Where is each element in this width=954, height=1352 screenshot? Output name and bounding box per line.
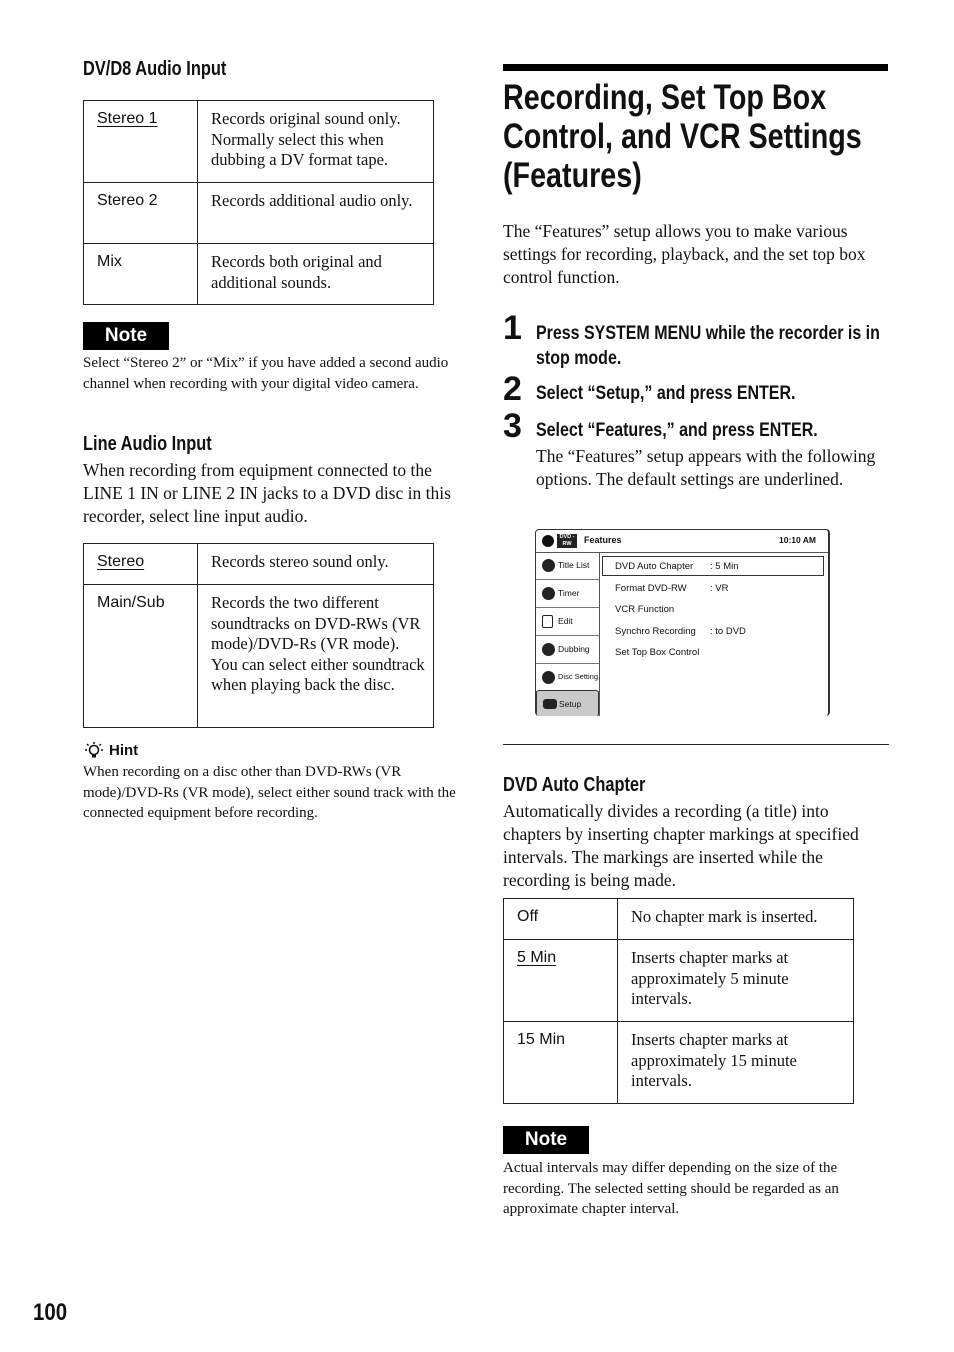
step-number: 1 — [503, 309, 522, 347]
hint-label: Hint — [109, 742, 139, 759]
sidebar-item-setup[interactable]: Setup — [536, 690, 599, 716]
note-text: Actual intervals may differ depending on the size of the recording. The selected setting should be regarded as an approximate chapter interval. — [503, 1160, 839, 1217]
table-row — [84, 244, 434, 305]
step-text: Select “Setup,” and press ENTER. — [536, 382, 796, 404]
line-audio-heading: Line Audio Input — [83, 433, 212, 455]
option-desc: Records stereo sound only. — [198, 544, 434, 585]
screen-title: Features — [584, 535, 622, 545]
menu-row-dvd-auto-chapter[interactable]: DVD Auto Chapter : 5 Min — [615, 561, 739, 572]
dv-audio-heading: DV/D8 Audio Input — [83, 58, 227, 80]
option-desc: Records both original and additional sounds. — [198, 244, 434, 305]
screen-sidebar — [536, 552, 600, 716]
sidebar-item-title-list[interactable]: Title List — [536, 552, 599, 580]
note-text: Select “Stereo 2” or “Mix” if you have added a second audio channel when recording with your digital video camera. — [83, 355, 449, 392]
option-desc: Records original sound only. Normally select this when dubbing a DV format tape. — [198, 101, 434, 183]
scissors-icon — [542, 615, 553, 628]
dvd-auto-chapter-text: Automatically divides a recording (a title) into chapters by inserting chapter markings at specified intervals. The markings are inserted while the recording is being made. — [503, 801, 859, 890]
menu-row-synchro-recording[interactable]: Synchro Recording : to DVD — [615, 626, 746, 637]
section-divider — [503, 744, 889, 745]
page-number: 100 — [33, 1299, 68, 1326]
option-key: Main/Sub — [84, 585, 198, 728]
sidebar-item-dubbing[interactable]: Dubbing — [536, 636, 599, 664]
table-row — [84, 544, 434, 585]
table-row — [504, 899, 854, 940]
option-desc: Records additional audio only. — [198, 183, 434, 244]
toolbox-icon — [543, 699, 557, 709]
step-text: Select “Features,” and press ENTER. — [536, 419, 818, 441]
option-key: Stereo 2 — [84, 183, 198, 244]
menu-row-set-top-box-control[interactable]: Set Top Box Control — [615, 647, 700, 658]
option-desc: Inserts chapter marks at approximately 5 minute intervals. — [618, 940, 854, 1022]
timer-icon — [542, 587, 555, 600]
note-label: Note — [83, 322, 169, 350]
option-key: 15 Min — [504, 1022, 618, 1104]
option-desc: No chapter mark is inserted. — [618, 899, 854, 940]
line-audio-table — [83, 543, 434, 728]
disc-icon — [542, 535, 554, 547]
option-desc: Records the two different soundtracks on DVD-RWs (VR mode)/DVD-Rs (VR mode). You can select either soundtrack when playing back the disc. — [198, 585, 434, 728]
title-list-icon — [542, 559, 555, 572]
step-text: Press SYSTEM MENU while the recorder is in stop mode. — [536, 322, 880, 369]
table-row — [84, 183, 434, 244]
step-number: 2 — [503, 370, 522, 408]
dvd-auto-chapter-heading: DVD Auto Chapter — [503, 774, 646, 796]
features-screen — [535, 529, 830, 716]
table-row — [504, 1022, 854, 1104]
disc-setting-icon — [542, 671, 555, 684]
menu-row-vcr-function[interactable]: VCR Function — [615, 604, 675, 615]
step3-body: The “Features” setup appears with the following options. The default settings are underlined. — [536, 446, 876, 489]
line-audio-text: When recording from equipment connected to the LINE 1 IN or LINE 2 IN jacks to a DVD disc in this recorder, select line input audio. — [83, 460, 451, 526]
screen-titlebar — [536, 530, 828, 553]
hint-bulb-icon — [84, 741, 104, 761]
dvd-rw-badge: DVD -RW — [557, 534, 577, 548]
menu-row-format-dvd-rw[interactable]: Format DVD-RW : VR — [615, 583, 729, 594]
dvd-auto-chapter-table — [503, 898, 854, 1104]
option-key: Stereo 1 — [97, 110, 158, 127]
dubbing-icon — [542, 643, 555, 656]
table-row — [84, 585, 434, 728]
option-key: Mix — [84, 244, 198, 305]
hint-text: When recording on a disc other than DVD-RWs (VR mode)/DVD-Rs (VR mode), select either sound track with the connected equipment before recording. — [83, 764, 456, 821]
note-label: Note — [503, 1126, 589, 1154]
title-rule — [503, 64, 888, 71]
table-row — [504, 940, 854, 1022]
option-key: 5 Min — [517, 949, 557, 966]
page-title: Recording, Set Top Box Control, and VCR Settings (Features) — [503, 78, 862, 195]
option-key: Off — [504, 899, 618, 940]
dv-audio-table — [83, 100, 434, 305]
intro-text: The “Features” setup allows you to make various settings for recording, playback, and the set top box control function. — [503, 221, 866, 287]
sidebar-item-edit[interactable]: Edit — [536, 608, 599, 636]
option-desc: Inserts chapter marks at approximately 15 minute intervals. — [618, 1022, 854, 1104]
screen-clock: 10:10 AM — [779, 535, 817, 545]
step-number: 3 — [503, 407, 522, 445]
sidebar-item-disc-setting[interactable]: Disc Setting — [536, 664, 599, 692]
table-row — [84, 101, 434, 183]
sidebar-item-timer[interactable]: Timer — [536, 580, 599, 608]
option-key: Stereo — [97, 553, 145, 570]
